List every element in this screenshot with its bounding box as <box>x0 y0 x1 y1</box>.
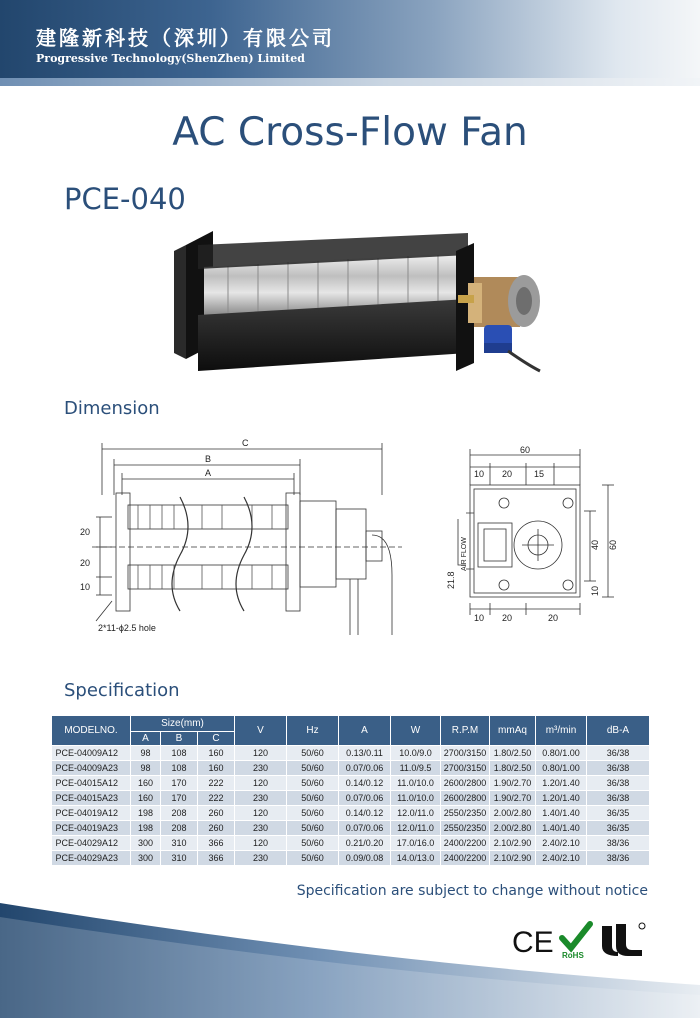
cell-dba: 38/36 <box>587 851 650 866</box>
cell-rpm: 2400/2200 <box>441 851 490 866</box>
table-row <box>52 821 650 836</box>
col-header-a: A <box>131 732 161 746</box>
cell-airflow: 1.20/1.40 <box>536 791 587 806</box>
cell-a: 98 <box>131 746 161 761</box>
cell-mmaq: 2.10/2.90 <box>490 836 536 851</box>
side-dim-15-label: 15 <box>534 469 545 479</box>
company-name-en: Progressive Technology(ShenZhen) Limited <box>36 52 305 65</box>
cell-rpm: 2600/2800 <box>441 791 490 806</box>
cell-dba: 36/35 <box>587 806 650 821</box>
dim-c-label: C <box>242 438 249 448</box>
cell-model: PCE-04015A23 <box>52 791 131 806</box>
cell-c: 222 <box>198 791 235 806</box>
airflow-label: AIR FLOW <box>461 537 468 571</box>
front-view-drawing <box>72 435 422 650</box>
specification-heading: Specification <box>64 680 180 701</box>
cell-hz: 50/60 <box>287 836 339 851</box>
table-row <box>52 746 650 761</box>
cell-b: 108 <box>161 761 198 776</box>
cell-rpm: 2700/3150 <box>441 761 490 776</box>
cell-amp: 0.13/0.11 <box>339 746 391 761</box>
cell-hz: 50/60 <box>287 746 339 761</box>
svg-text:CE: CE <box>512 926 554 959</box>
cell-watt: 12.0/11.0 <box>391 821 441 836</box>
company-name-cn: 建隆新科技（深圳）有限公司 <box>36 26 335 50</box>
col-header-airflow: m³/min <box>536 716 587 746</box>
cell-model: PCE-04029A12 <box>52 836 131 851</box>
side-dim-40-label: 40 <box>590 539 600 550</box>
specification-table <box>51 715 650 866</box>
cell-c: 260 <box>198 821 235 836</box>
cell-amp: 0.14/0.12 <box>339 776 391 791</box>
cell-amp: 0.09/0.08 <box>339 851 391 866</box>
cell-a: 300 <box>131 851 161 866</box>
side-dim-10v-label: 10 <box>590 585 600 596</box>
cell-c: 260 <box>198 806 235 821</box>
cell-mmaq: 1.80/2.50 <box>490 761 536 776</box>
cell-mmaq: 2.00/2.80 <box>490 821 536 836</box>
side-dim-b10-label: 10 <box>474 613 485 623</box>
dim-a-label: A <box>205 468 212 478</box>
col-header-watt: W <box>391 716 441 746</box>
cell-model: PCE-04019A23 <box>52 821 131 836</box>
cell-airflow: 0.80/1.00 <box>536 761 587 776</box>
cell-c: 160 <box>198 761 235 776</box>
cell-b: 208 <box>161 821 198 836</box>
cell-amp: 0.07/0.06 <box>339 791 391 806</box>
table-row <box>52 776 650 791</box>
col-header-voltage: V <box>235 716 287 746</box>
cell-airflow: 2.40/2.10 <box>536 836 587 851</box>
ul-mark-icon <box>598 920 646 960</box>
spec-change-notice: Specification are subject to change without notice <box>296 883 648 899</box>
col-header-mmaq: mmAq <box>490 716 536 746</box>
side-dim-b20b-label: 20 <box>548 613 559 623</box>
side-view-drawing <box>438 445 638 625</box>
header-stripe <box>0 78 700 86</box>
page-title: AC Cross-Flow Fan <box>172 110 528 155</box>
cell-voltage: 230 <box>235 821 287 836</box>
cell-voltage: 120 <box>235 806 287 821</box>
cell-b: 208 <box>161 806 198 821</box>
cell-watt: 10.0/9.0 <box>391 746 441 761</box>
rohs-mark-icon <box>558 920 594 960</box>
side-dim-b20a-label: 20 <box>502 613 513 623</box>
cell-b: 170 <box>161 776 198 791</box>
cell-amp: 0.07/0.06 <box>339 761 391 776</box>
dim-20a-label: 20 <box>80 527 91 537</box>
cell-c: 160 <box>198 746 235 761</box>
cell-a: 160 <box>131 791 161 806</box>
col-header-size: Size(mm) <box>131 716 235 732</box>
model-number: PCE-040 <box>64 182 186 216</box>
col-header-hz: Hz <box>287 716 339 746</box>
cell-model: PCE-04019A12 <box>52 806 131 821</box>
cell-b: 108 <box>161 746 198 761</box>
cell-mmaq: 2.00/2.80 <box>490 806 536 821</box>
cell-dba: 36/35 <box>587 821 650 836</box>
dimension-heading: Dimension <box>64 398 160 419</box>
cell-hz: 50/60 <box>287 806 339 821</box>
footer-wave <box>0 895 700 1018</box>
cell-model: PCE-04009A23 <box>52 761 131 776</box>
cell-a: 98 <box>131 761 161 776</box>
cell-mmaq: 2.10/2.90 <box>490 851 536 866</box>
cell-a: 160 <box>131 776 161 791</box>
cell-hz: 50/60 <box>287 791 339 806</box>
side-dim-20-label: 20 <box>502 469 513 479</box>
cell-watt: 11.0/10.0 <box>391 776 441 791</box>
cell-watt: 11.0/9.5 <box>391 761 441 776</box>
table-row <box>52 851 650 866</box>
dim-b-label: B <box>205 454 212 464</box>
cell-model: PCE-04029A23 <box>52 851 131 866</box>
svg-text:RoHS: RoHS <box>562 951 584 960</box>
col-header-model: MODELNO. <box>52 716 131 746</box>
cell-watt: 11.0/10.0 <box>391 791 441 806</box>
col-header-c: C <box>198 732 235 746</box>
cell-b: 310 <box>161 836 198 851</box>
cell-rpm: 2600/2800 <box>441 776 490 791</box>
dim-20b-label: 20 <box>80 558 91 568</box>
cell-amp: 0.14/0.12 <box>339 806 391 821</box>
cell-watt: 12.0/11.0 <box>391 806 441 821</box>
col-header-dba: dB-A <box>587 716 650 746</box>
cell-watt: 17.0/16.0 <box>391 836 441 851</box>
cell-airflow: 0.80/1.00 <box>536 746 587 761</box>
ce-mark-icon <box>510 920 556 960</box>
cell-model: PCE-04009A12 <box>52 746 131 761</box>
cell-airflow: 1.20/1.40 <box>536 776 587 791</box>
cell-hz: 50/60 <box>287 821 339 836</box>
dim-10-label: 10 <box>80 582 91 592</box>
cell-voltage: 120 <box>235 776 287 791</box>
cell-hz: 50/60 <box>287 851 339 866</box>
cell-rpm: 2550/2350 <box>441 821 490 836</box>
cell-c: 366 <box>198 851 235 866</box>
cell-hz: 50/60 <box>287 761 339 776</box>
hole-note: 2*11-ϕ2.5 hole <box>98 623 156 633</box>
fan-product-photo <box>168 225 548 385</box>
cell-airflow: 1.40/1.40 <box>536 821 587 836</box>
header-banner <box>0 0 700 78</box>
cell-voltage: 120 <box>235 836 287 851</box>
cell-a: 198 <box>131 806 161 821</box>
cell-a: 300 <box>131 836 161 851</box>
cell-rpm: 2400/2200 <box>441 836 490 851</box>
cell-mmaq: 1.90/2.70 <box>490 791 536 806</box>
cell-airflow: 2.40/2.10 <box>536 851 587 866</box>
table-row <box>52 761 650 776</box>
cell-mmaq: 1.90/2.70 <box>490 776 536 791</box>
side-dim-21-8-label: 21.8 <box>446 571 456 589</box>
cell-b: 170 <box>161 791 198 806</box>
cell-dba: 36/38 <box>587 791 650 806</box>
cell-airflow: 1.40/1.40 <box>536 806 587 821</box>
side-dim-60-label: 60 <box>520 445 531 455</box>
table-row <box>52 791 650 806</box>
cell-amp: 0.21/0.20 <box>339 836 391 851</box>
cell-hz: 50/60 <box>287 776 339 791</box>
cell-rpm: 2550/2350 <box>441 806 490 821</box>
cell-dba: 36/38 <box>587 746 650 761</box>
cell-mmaq: 1.80/2.50 <box>490 746 536 761</box>
cell-amp: 0.07/0.06 <box>339 821 391 836</box>
cell-dba: 38/36 <box>587 836 650 851</box>
cell-rpm: 2700/3150 <box>441 746 490 761</box>
cell-watt: 14.0/13.0 <box>391 851 441 866</box>
cell-c: 366 <box>198 836 235 851</box>
cell-voltage: 230 <box>235 851 287 866</box>
cell-dba: 36/38 <box>587 761 650 776</box>
cell-dba: 36/38 <box>587 776 650 791</box>
cell-a: 198 <box>131 821 161 836</box>
cell-voltage: 230 <box>235 791 287 806</box>
cell-model: PCE-04015A12 <box>52 776 131 791</box>
col-header-amp: A <box>339 716 391 746</box>
side-dim-60v-label: 60 <box>608 539 618 550</box>
cell-voltage: 120 <box>235 746 287 761</box>
table-row <box>52 836 650 851</box>
cell-b: 310 <box>161 851 198 866</box>
col-header-rpm: R.P.M <box>441 716 490 746</box>
table-row <box>52 806 650 821</box>
col-header-b: B <box>161 732 198 746</box>
cell-voltage: 230 <box>235 761 287 776</box>
side-dim-10-label: 10 <box>474 469 485 479</box>
cell-c: 222 <box>198 776 235 791</box>
